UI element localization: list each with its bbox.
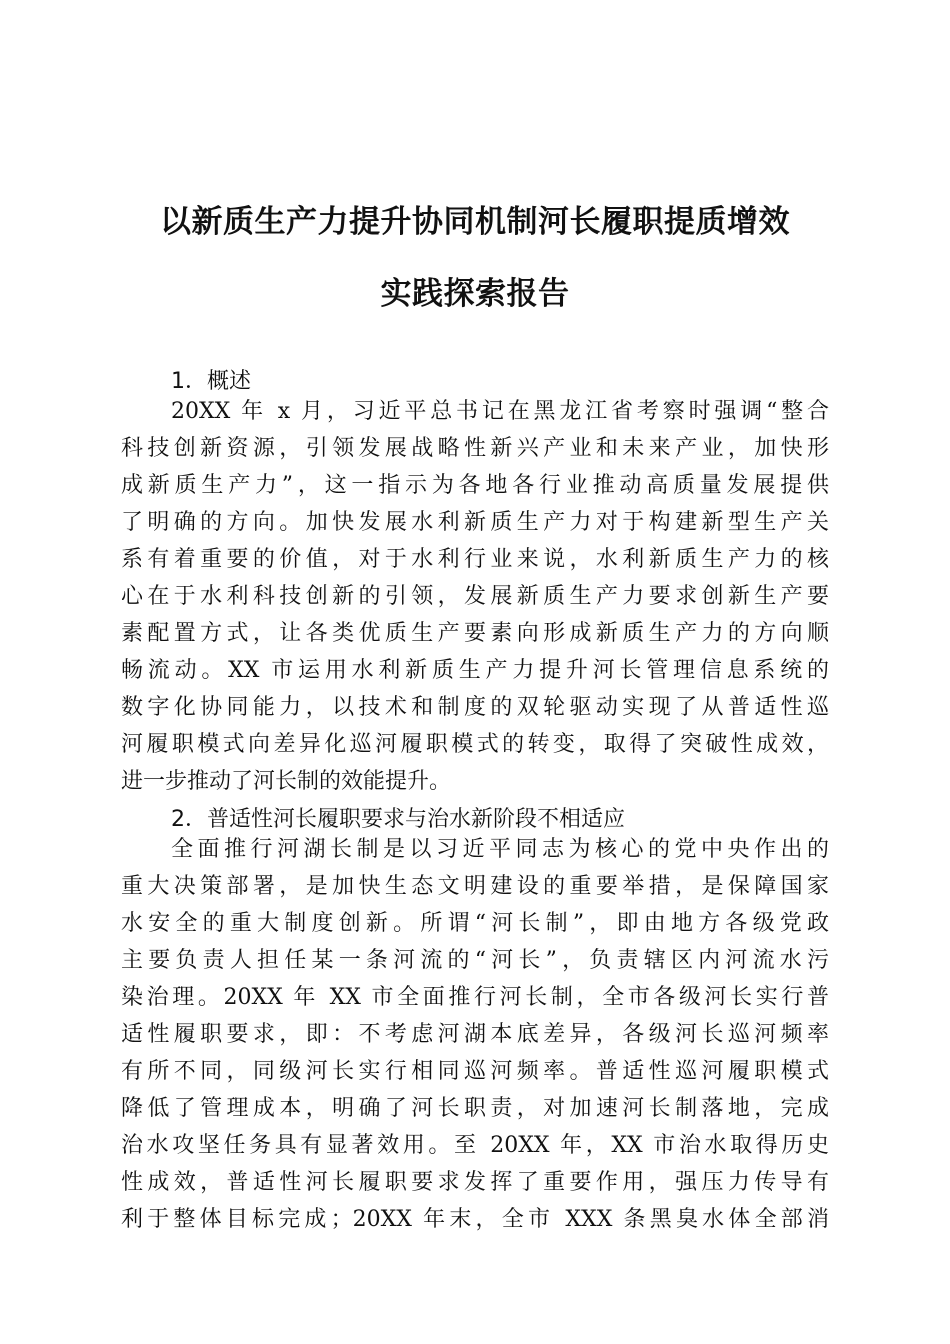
section-1-line: 心在于水利科技创新的引领，发展新质生产力要求创新生产要 — [121, 584, 829, 609]
section-1-line: 20XX 年 x 月，习近平总书记在黑龙江省考察时强调“整合 — [171, 399, 829, 424]
section-2-heading: 2．普适性河长履职要求与治水新阶段不相适应 — [171, 807, 625, 832]
section-1-line: 科技创新资源，引领发展战略性新兴产业和未来产业，加快形 — [121, 436, 829, 461]
section-1-line: 成新质生产力”，这一指示为各地各行业推动高质量发展提供 — [121, 473, 829, 498]
section-2-line: 降低了管理成本，明确了河长职责，对加速河长制落地，完成 — [121, 1096, 829, 1121]
section-1-line: 进一步推动了河长制的效能提升。 — [121, 769, 452, 794]
section-2-line: 重大决策部署，是加快生态文明建设的重要举措，是保障国家 — [121, 874, 829, 899]
section-2-line: 有所不同，同级河长实行相同巡河频率。普适性巡河履职模式 — [121, 1059, 829, 1084]
section-2-line: 染治理。20XX 年 XX 市全面推行河长制，全市各级河长实行普 — [121, 985, 829, 1010]
section-2-line: 利于整体目标完成；20XX 年末，全市 XXX 条黑臭水体全部消 — [121, 1207, 829, 1232]
section-2-line: 全面推行河湖长制是以习近平同志为核心的党中央作出的 — [171, 837, 829, 862]
section-1-line: 系有着重要的价值，对于水利行业来说，水利新质生产力的核 — [121, 547, 829, 572]
section-2-line: 主要负责人担任某一条河流的“河长”，负责辖区内河流水污 — [121, 948, 829, 973]
section-1-line: 数字化协同能力，以技术和制度的双轮驱动实现了从普适性巡 — [121, 695, 829, 720]
section-2-line: 水安全的重大制度创新。所谓“河长制”，即由地方各级党政 — [121, 911, 829, 936]
section-1-heading: 1．概述 — [171, 369, 251, 394]
document-title-line-1: 以新质生产力提升协同机制河长履职提质增效 — [160, 204, 790, 240]
section-2-line: 性成效，普适性河长履职要求发挥了重要作用，强压力传导有 — [121, 1170, 829, 1195]
section-2-line: 适性履职要求，即：不考虑河湖本底差异，各级河长巡河频率 — [121, 1022, 829, 1047]
section-2-line: 治水攻坚任务具有显著效用。至 20XX 年，XX 市治水取得历史 — [121, 1133, 829, 1158]
section-1-line: 了明确的方向。加快发展水利新质生产力对于构建新型生产关 — [121, 510, 829, 535]
section-1-line: 畅流动。XX 市运用水利新质生产力提升河长管理信息系统的 — [121, 658, 829, 683]
section-1-line: 素配置方式，让各类优质生产要素向形成新质生产力的方向顺 — [121, 621, 829, 646]
document-title-line-2: 实践探索报告 — [380, 276, 570, 312]
section-1-line: 河履职模式向差异化巡河履职模式的转变，取得了突破性成效， — [121, 732, 829, 757]
